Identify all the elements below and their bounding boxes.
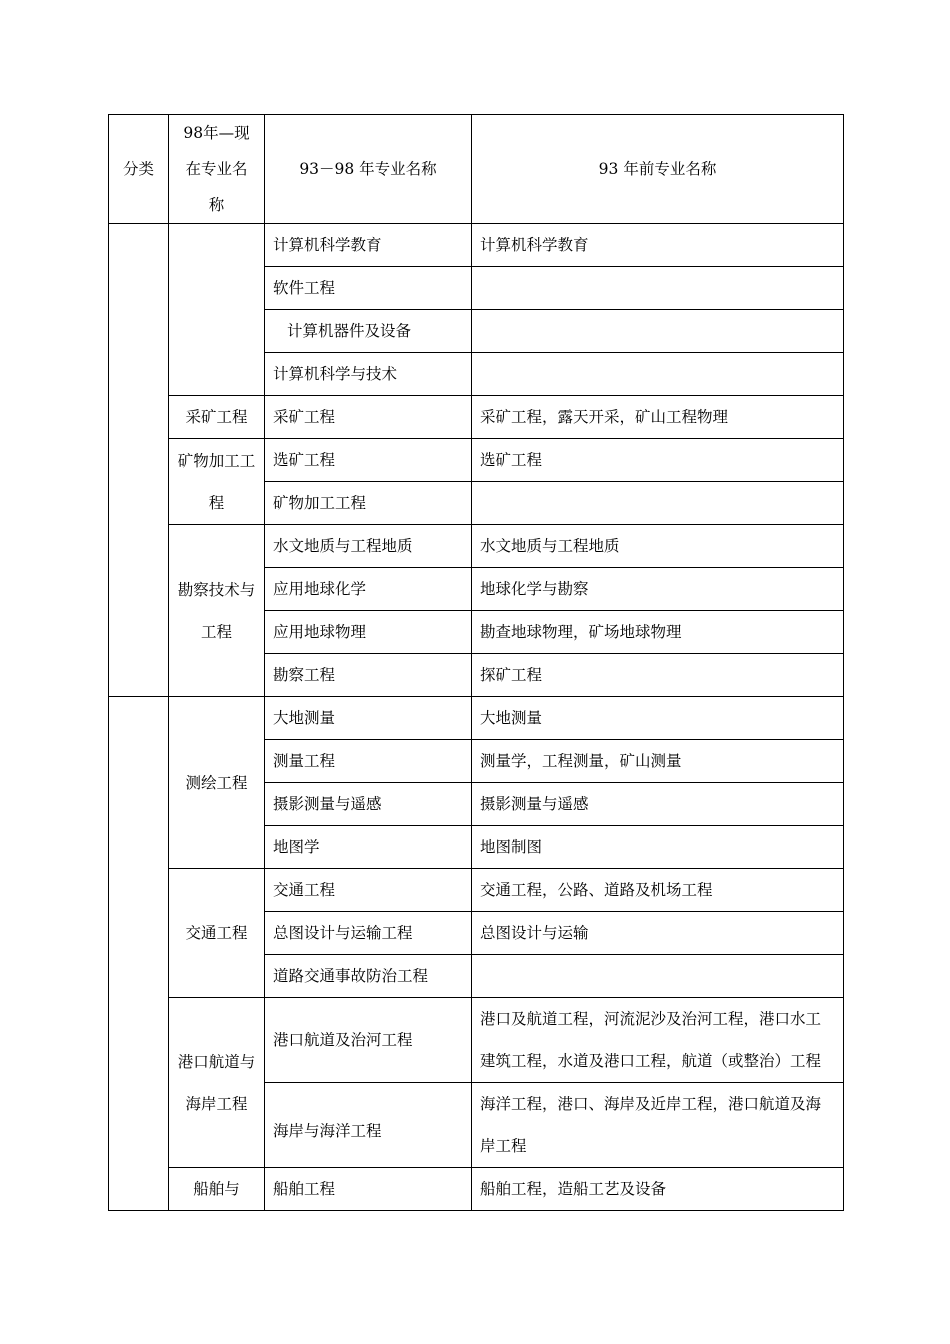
cell-93-98: 测量工程 <box>265 740 472 783</box>
cell-93-98: 软件工程 <box>265 267 472 310</box>
cell-93-98: 总图设计与运输工程 <box>265 912 472 955</box>
table-row <box>109 396 844 439</box>
group-cell <box>169 224 265 396</box>
cell-pre-93 <box>472 955 844 998</box>
cell-93-98: 采矿工程 <box>265 396 472 439</box>
cell-pre-93 <box>472 310 844 353</box>
cell-93-98: 船舶工程 <box>265 1168 472 1211</box>
major-table <box>108 114 844 1211</box>
header-93-98-name: 93－98 年专业名称 <box>265 115 472 224</box>
cell-93-98: 矿物加工工程 <box>265 482 472 525</box>
table-header-row <box>109 115 844 224</box>
cell-93-98: 大地测量 <box>265 697 472 740</box>
cell-93-98: 计算机科学与技术 <box>265 353 472 396</box>
cell-pre-93 <box>472 353 844 396</box>
cell-pre-93: 选矿工程 <box>472 439 844 482</box>
cell-pre-93: 计算机科学教育 <box>472 224 844 267</box>
cell-pre-93: 大地测量 <box>472 697 844 740</box>
cell-93-98: 计算机科学教育 <box>265 224 472 267</box>
table-row <box>109 439 844 482</box>
table-row <box>109 224 844 267</box>
group-cell: 测绘工程 <box>169 697 265 869</box>
cell-93-98: 海岸与海洋工程 <box>265 1083 472 1168</box>
cell-pre-93 <box>472 482 844 525</box>
group-cell: 矿物加工工程 <box>169 439 265 525</box>
group-cell: 勘察技术与工程 <box>169 525 265 697</box>
cell-93-98: 勘察工程 <box>265 654 472 697</box>
header-pre-93-name: 93 年前专业名称 <box>472 115 844 224</box>
cell-pre-93: 地图制图 <box>472 826 844 869</box>
cell-pre-93: 港口及航道工程，河流泥沙及治河工程，港口水工建筑工程，水道及港口工程，航道（或整治）工程 <box>472 998 844 1083</box>
group-cell: 交通工程 <box>169 869 265 998</box>
cell-pre-93: 摄影测量与遥感 <box>472 783 844 826</box>
header-current-name: 98年—现在专业名称 <box>169 115 265 224</box>
cell-pre-93: 总图设计与运输 <box>472 912 844 955</box>
table-row <box>109 1168 844 1211</box>
table-row <box>109 869 844 912</box>
cell-pre-93: 勘查地球物理，矿场地球物理 <box>472 611 844 654</box>
cell-pre-93: 交通工程，公路、道路及机场工程 <box>472 869 844 912</box>
cell-93-98: 港口航道及治河工程 <box>265 998 472 1083</box>
category-cell <box>109 224 169 697</box>
cell-93-98: 应用地球物理 <box>265 611 472 654</box>
group-cell: 船舶与 <box>169 1168 265 1211</box>
header-category: 分类 <box>109 115 169 224</box>
cell-pre-93: 船舶工程，造船工艺及设备 <box>472 1168 844 1211</box>
cell-pre-93 <box>472 267 844 310</box>
group-cell: 港口航道与海岸工程 <box>169 998 265 1168</box>
cell-pre-93: 海洋工程，港口、海岸及近岸工程，港口航道及海岸工程 <box>472 1083 844 1168</box>
cell-93-98: 选矿工程 <box>265 439 472 482</box>
cell-pre-93: 水文地质与工程地质 <box>472 525 844 568</box>
cell-93-98: 应用地球化学 <box>265 568 472 611</box>
cell-93-98: 摄影测量与遥感 <box>265 783 472 826</box>
cell-pre-93: 探矿工程 <box>472 654 844 697</box>
cell-pre-93: 测量学，工程测量，矿山测量 <box>472 740 844 783</box>
cell-93-98: 道路交通事故防治工程 <box>265 955 472 998</box>
table-row <box>109 998 844 1083</box>
cell-93-98: 水文地质与工程地质 <box>265 525 472 568</box>
cell-93-98: 计算机器件及设备 <box>265 310 472 353</box>
cell-pre-93: 采矿工程，露天开采，矿山工程物理 <box>472 396 844 439</box>
cell-93-98: 地图学 <box>265 826 472 869</box>
table-row <box>109 697 844 740</box>
category-cell <box>109 697 169 1211</box>
cell-pre-93: 地球化学与勘察 <box>472 568 844 611</box>
group-cell: 采矿工程 <box>169 396 265 439</box>
cell-93-98: 交通工程 <box>265 869 472 912</box>
table-row <box>109 525 844 568</box>
